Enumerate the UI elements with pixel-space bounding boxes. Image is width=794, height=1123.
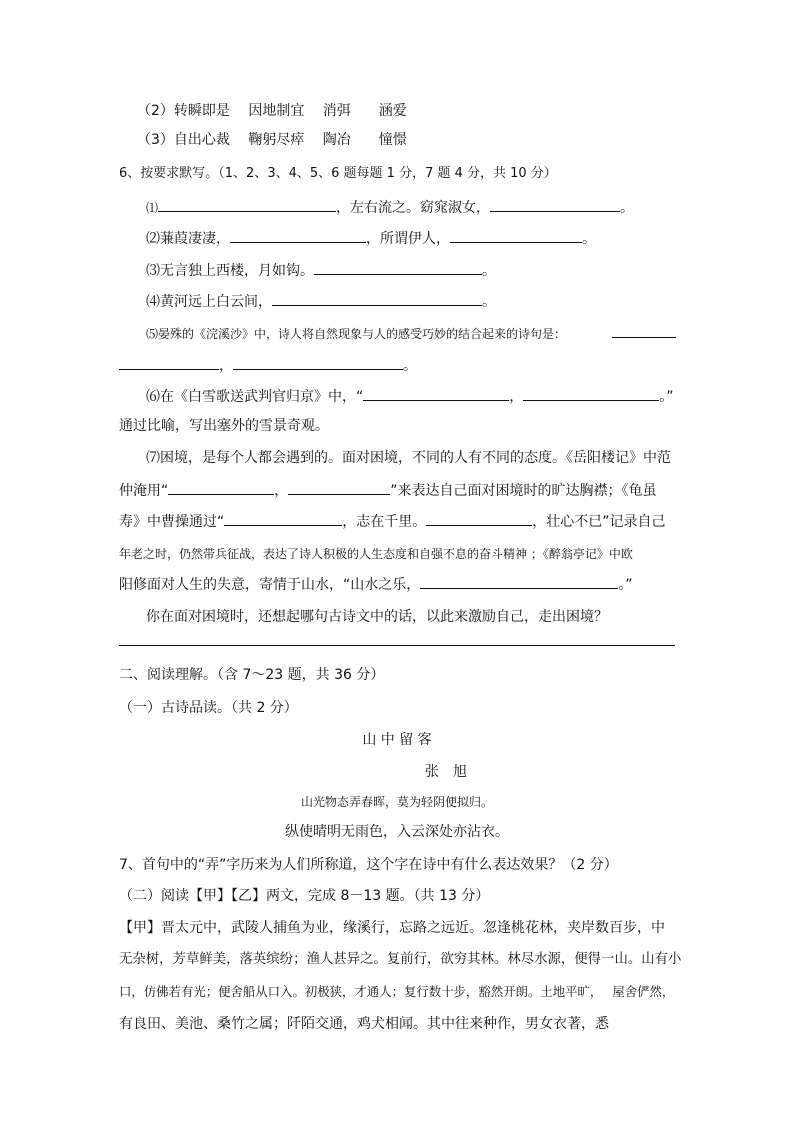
item-1-number: ⑴ bbox=[146, 201, 159, 215]
q6-item-5-text: ⑸晏殊的《浣溪沙》中，诗人将自然现象与人的感受巧妙的结合起来的诗句是： bbox=[146, 327, 567, 341]
q6-item-7-line5 bbox=[119, 574, 633, 595]
blank-5a[interactable] bbox=[119, 355, 219, 370]
poem-author: 张 旭 bbox=[425, 764, 467, 780]
q6-item-2 bbox=[146, 228, 596, 249]
q6-item-6 bbox=[146, 386, 674, 407]
poem-title: 山 中 留 客 bbox=[362, 732, 432, 748]
item-3-end: 。 bbox=[482, 263, 496, 279]
blank-7e[interactable] bbox=[420, 574, 618, 589]
passage-line-4: 有良田、美池、桑竹之属；阡陌交通，鸡犬相闻。其中往来种作，男女衣著，悉 bbox=[119, 1016, 609, 1032]
blank-3[interactable] bbox=[314, 260, 482, 275]
item-6-end: 。” bbox=[659, 389, 674, 405]
reading-part-2: （二）阅读【甲】【乙】两文，完成 8－13 题。（共 13 分） bbox=[119, 888, 490, 904]
item-5-end: 。 bbox=[403, 358, 417, 374]
item-7-line3-start: 寿》中曹操通过“ bbox=[119, 514, 225, 530]
item-2-start: ⑵蒹葭凄凄， bbox=[146, 231, 230, 247]
q6-item-7-line2 bbox=[119, 480, 657, 501]
blank-6a[interactable] bbox=[363, 386, 509, 401]
item-1-middle: ，左右流之。窈窕淑女， bbox=[336, 200, 491, 216]
blank-1a[interactable] bbox=[158, 197, 336, 212]
q6-item-5-line2 bbox=[119, 355, 417, 376]
blank-7a[interactable] bbox=[168, 480, 274, 495]
item-7-line2-mid: ， bbox=[274, 483, 289, 499]
blank-7b[interactable] bbox=[288, 480, 390, 495]
q6-item-7-line1: ⑺困境，是每个人都会遇到的。面对困境，不同的人有不同的态度。《岳阳楼记》中范 bbox=[146, 450, 671, 466]
question-7: 7、首句中的“弄”字历来为人们所称道，这个字在诗中有什么表达效果？（2 分） bbox=[119, 857, 618, 873]
item-7-line3-end: ，壮心不已”记录自己 bbox=[532, 514, 666, 530]
item-7-line5-start: 阳修面对人生的失意，寄情于山水，“山水之乐， bbox=[119, 577, 421, 593]
item-7-line3-mid: ，志在千里。 bbox=[342, 514, 427, 530]
q6-heading: 6、按要求默写。（1、2、3、4、5、6 题每题 1 分，7 题 4 分，共 10 分） bbox=[119, 166, 557, 181]
item-4-end: 。 bbox=[482, 294, 496, 310]
q6-item-3 bbox=[146, 260, 496, 281]
passage-line-1: 【甲】晋太元中，武陵人捕鱼为业，缘溪行，忘路之远近。忽逢桃花林，夹岸数百步，中 bbox=[119, 920, 665, 936]
blank-7c[interactable] bbox=[224, 511, 342, 526]
poem-line-2: 纵使晴明无雨色，入云深处亦沾衣。 bbox=[285, 824, 509, 840]
q6-item-1 bbox=[146, 197, 634, 218]
q6-item-6-line2: 通过比喻，写出塞外的雪景奇观。 bbox=[119, 418, 329, 434]
vocab-line-2: （2）转瞬即是 因地制宜 消弭 涵爱 bbox=[137, 103, 407, 119]
q6-item-7-line3 bbox=[119, 511, 666, 532]
reading-heading: 二、阅读理解。（含 7～23 题，共 36 分） bbox=[119, 667, 385, 683]
item-5-middle: ， bbox=[219, 358, 233, 374]
passage-line-3: 口，仿佛若有光；便舍船从口入。初极狭，才通人；复行数十步，豁然开朗。土地平旷， 屋舍俨然， bbox=[119, 984, 675, 999]
blank-2a[interactable] bbox=[230, 228, 366, 243]
answer-line[interactable] bbox=[119, 645, 675, 646]
item-7-line5-end: 。” bbox=[618, 577, 633, 593]
item-4-start: ⑷黄河远上白云间， bbox=[146, 294, 272, 310]
poem-line-1: 山光物态弄春晖，莫为轻阴便拟归。 bbox=[300, 795, 493, 809]
blank-1b[interactable] bbox=[490, 197, 620, 212]
item-6-middle: ， bbox=[509, 389, 524, 405]
q6-item-7-line4: 年老之时，仍然带兵征战，表达了诗人积极的人生态度和自强不息的奋斗精神 ；《醉翁亭记》中欧 bbox=[119, 547, 633, 561]
blank-5b[interactable] bbox=[233, 355, 403, 370]
item-7-line2-start: 仲淹用“ bbox=[119, 483, 169, 499]
blank-7d[interactable] bbox=[426, 511, 532, 526]
item-2-middle: ，所谓伊人， bbox=[366, 231, 450, 247]
vocab-line-3: （3）自出心裁 鞠躬尽瘁 陶冶 憧憬 bbox=[137, 132, 407, 148]
item-6-start: ⑹在《白雪歌送武判官归京》中，“ bbox=[146, 389, 364, 405]
blank-6b[interactable] bbox=[523, 386, 659, 401]
blank-5a-tail[interactable] bbox=[612, 337, 676, 338]
item-3-start: ⑶无言独上西楼，月如钩。 bbox=[146, 263, 314, 279]
item-1-end: 。 bbox=[620, 200, 635, 216]
q6-item-4 bbox=[146, 291, 496, 312]
reading-part-1: （一）古诗品读。（共 2 分） bbox=[119, 700, 298, 716]
passage-line-2: 无杂树，芳草鲜美，落英缤纷；渔人甚异之。复前行，欲穷其林。林尽水源，便得一山。山有小 bbox=[119, 952, 682, 967]
item-2-end: 。 bbox=[582, 231, 596, 247]
blank-4[interactable] bbox=[272, 291, 482, 306]
item-7-line2-end: ”来表达自己面对困境时的旷达胸襟；《龟虽 bbox=[390, 483, 657, 499]
blank-2b[interactable] bbox=[450, 228, 582, 243]
q6-item-7-line6: 你在面对困境时，还想起哪句古诗文中的话，以此来激励自己，走出困境？ bbox=[146, 609, 608, 625]
